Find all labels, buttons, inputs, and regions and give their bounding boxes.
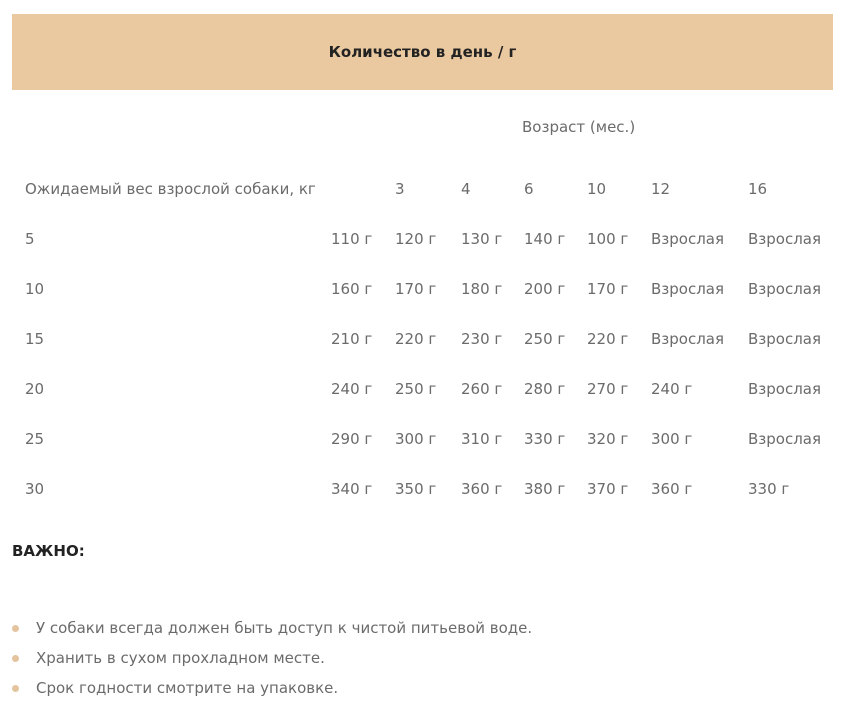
amount-cell: 280 г — [524, 380, 566, 398]
age-column-header: 10 — [587, 180, 607, 198]
weight-cell: 15 — [25, 330, 45, 348]
amount-cell: 250 г — [395, 380, 437, 398]
amount-cell: 330 г — [524, 430, 566, 448]
amount-cell: 300 г — [651, 430, 693, 448]
amount-cell: 240 г — [331, 380, 373, 398]
amount-cell: 250 г — [524, 330, 566, 348]
amount-cell: 220 г — [395, 330, 437, 348]
amount-cell: 170 г — [395, 280, 437, 298]
weight-column-header: Ожидаемый вес взрослой собаки, кг — [25, 180, 316, 198]
note-item — [12, 619, 532, 637]
bullet-icon — [12, 655, 19, 662]
amount-cell: 290 г — [331, 430, 373, 448]
amount-cell: Взрослая — [651, 230, 725, 248]
amount-cell: 350 г — [395, 480, 437, 498]
amount-cell: 180 г — [461, 280, 503, 298]
amount-cell: Взрослая — [651, 330, 725, 348]
weight-cell: 30 — [25, 480, 45, 498]
amount-cell: Взрослая — [748, 380, 822, 398]
amount-cell: 310 г — [461, 430, 503, 448]
amount-cell: Взрослая — [748, 430, 822, 448]
age-label: Возраст (мес.) — [522, 118, 636, 136]
amount-cell: Взрослая — [748, 330, 822, 348]
note-text: У собаки всегда должен быть доступ к чистой питьевой воде. — [36, 619, 533, 637]
note-text: Хранить в сухом прохладном месте. — [36, 649, 325, 667]
amount-cell: 270 г — [587, 380, 629, 398]
important-title: ВАЖНО: — [12, 542, 85, 560]
amount-cell: 140 г — [524, 230, 566, 248]
age-column-header: 4 — [461, 180, 471, 198]
age-column-header: 16 — [748, 180, 768, 198]
amount-cell: 110 г — [331, 230, 373, 248]
note-text: Срок годности смотрите на упаковке. — [36, 679, 339, 697]
amount-cell: 220 г — [587, 330, 629, 348]
header-title: Количество в день / г — [328, 43, 517, 61]
bullet-icon — [12, 685, 19, 692]
amount-cell: 370 г — [587, 480, 629, 498]
amount-cell: Взрослая — [748, 280, 822, 298]
amount-cell: 300 г — [395, 430, 437, 448]
amount-cell: 100 г — [587, 230, 629, 248]
note-item — [12, 649, 325, 667]
amount-cell: 210 г — [331, 330, 373, 348]
bullet-icon — [12, 625, 19, 632]
amount-cell: Взрослая — [651, 280, 725, 298]
amount-cell: 160 г — [331, 280, 373, 298]
amount-cell: Взрослая — [748, 230, 822, 248]
amount-cell: 340 г — [331, 480, 373, 498]
amount-cell: 260 г — [461, 380, 503, 398]
amount-cell: 360 г — [461, 480, 503, 498]
amount-cell: 330 г — [748, 480, 790, 498]
amount-cell: 230 г — [461, 330, 503, 348]
amount-cell: 170 г — [587, 280, 629, 298]
weight-cell: 5 — [25, 230, 35, 248]
header-banner — [12, 14, 833, 90]
weight-cell: 10 — [25, 280, 45, 298]
amount-cell: 320 г — [587, 430, 629, 448]
amount-cell: 360 г — [651, 480, 693, 498]
amount-cell: 240 г — [651, 380, 693, 398]
age-column-header: 3 — [395, 180, 405, 198]
amount-cell: 130 г — [461, 230, 503, 248]
amount-cell: 380 г — [524, 480, 566, 498]
note-item — [12, 679, 338, 697]
weight-cell: 25 — [25, 430, 45, 448]
age-column-header: 6 — [524, 180, 534, 198]
weight-cell: 20 — [25, 380, 45, 398]
amount-cell: 120 г — [395, 230, 437, 248]
age-column-header: 12 — [651, 180, 671, 198]
amount-cell: 200 г — [524, 280, 566, 298]
